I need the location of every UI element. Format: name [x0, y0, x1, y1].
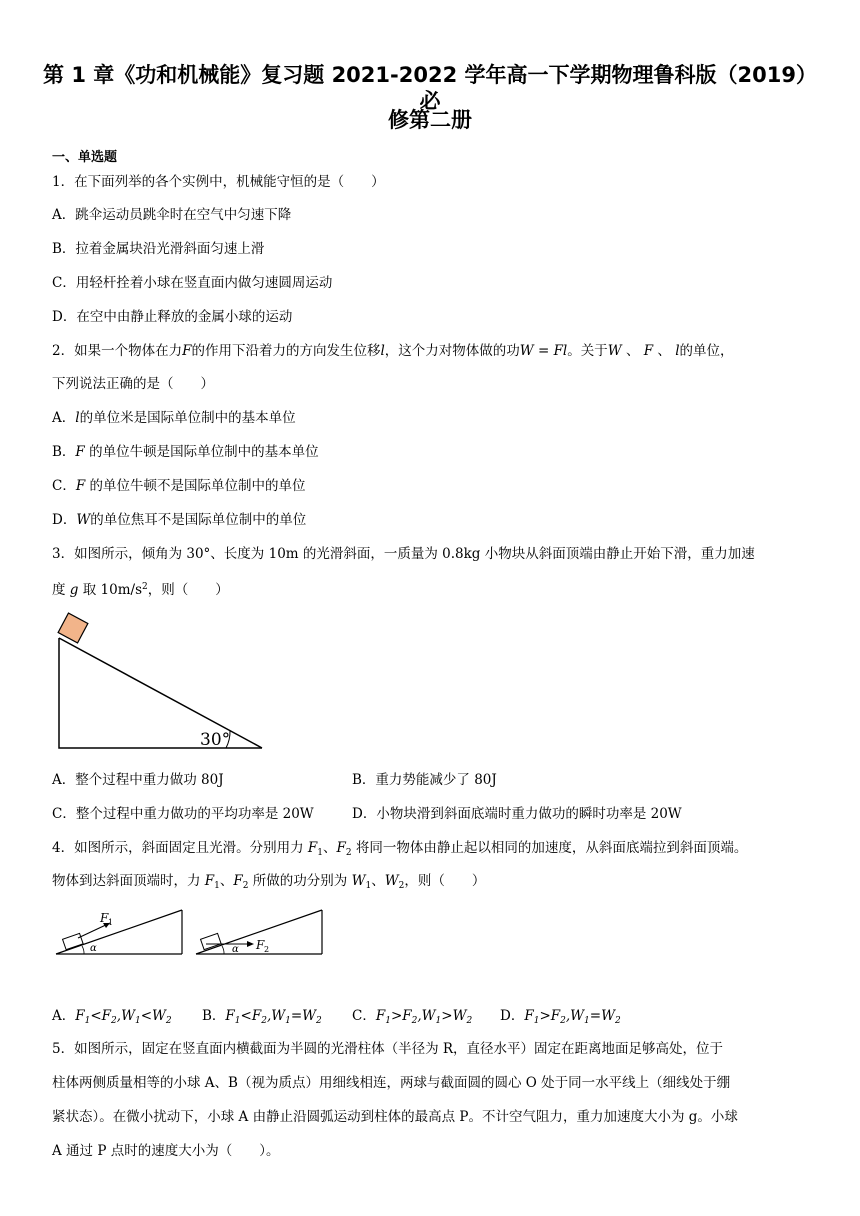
q3-stem-line-1: 3．如图所示，倾角为 30°、长度为 10m 的光滑斜面，一质量为 0.8kg 小物块从斜面顶端由静止开始下滑，重力加速 — [52, 546, 755, 562]
section-heading: 一、单选题 — [52, 150, 118, 165]
incline-slope — [59, 638, 262, 748]
q4-option-c: C．$F_1>F_2,W_1>W_2$ — [352, 1008, 473, 1026]
block-on-incline — [58, 613, 88, 643]
q1-option-c: C．用轻杆拴着小球在竖直面内做匀速圆周运动 — [52, 275, 333, 291]
q3-option-a: A．整个过程中重力做功 80J — [52, 772, 224, 788]
q5-line-1: 5．如图所示，固定在竖直面内横截面为半圆的光滑柱体（半径为 R，直径水平）固定在距离地面足够高处，位于 — [52, 1041, 724, 1057]
svg-text:F: F — [100, 911, 109, 925]
svg-text:1: 1 — [108, 918, 114, 927]
q2-option-b: B．F 的单位牛顿是国际单位制中的基本单位 — [52, 444, 319, 460]
q5-line-4: A 通过 P 点时的速度大小为（ ）。 — [52, 1143, 280, 1159]
q2-stem-line-2: 下列说法正确的是（ ） — [52, 376, 214, 392]
block-f2 — [201, 933, 222, 949]
q4-option-a: A．$F_1<F_2,W_1<W_2$ — [52, 1008, 172, 1026]
incline-diagram — [56, 612, 268, 752]
page-title-line-2: 修第二册 — [388, 108, 472, 132]
q5-line-3: 紧状态）。在微小扰动下，小球 A 由静止沿圆弧运动到柱体的最高点 P。不计空气阻力，重力加速度大小为 g。小球 — [52, 1109, 738, 1125]
q2-stem-line-1: 2．如果一个物体在力F的作用下沿着力的方向发生位移l，这个力对物体做的功W = Fl。关于W 、 F 、 l的单位， — [52, 343, 734, 359]
q1-option-d: D．在空中由静止释放的金属小球的运动 — [52, 309, 293, 325]
incline-diagram-f2 — [194, 906, 324, 956]
page-title-line-1: 第 1 章《功和机械能》复习题 2021-2022 学年高一下学期物理鲁科版（2019）必 — [43, 63, 817, 113]
svg-text:2: 2 — [264, 945, 270, 954]
q1-option-b: B．拉着金属块沿光滑斜面匀速上滑 — [52, 241, 265, 257]
q2-option-c: C．F 的单位牛顿不是国际单位制中的单位 — [52, 478, 306, 494]
q4-option-b: B．$F_1<F_2,W_1=W_2$ — [202, 1008, 322, 1026]
q2-option-a: A．l的单位米是国际单位制中的基本单位 — [52, 410, 296, 426]
q4-stem-line-1: 4．如图所示，斜面固定且光滑。分别用力 $F_1$、$F_2$ 将同一物体由静止起以相同的加速度，从斜面底端拉到斜面顶端。 — [52, 840, 748, 858]
block-f1 — [63, 933, 84, 949]
q4-stem-line-2: 物体到达斜面顶端时，力 $F_1$、$F_2$ 所做的功分别为 $W_1$、$W_2$，则（ ） — [52, 873, 486, 891]
q3-option-b: B．重力势能减少了 80J — [352, 772, 497, 788]
q1-option-a: A．跳伞运动员跳伞时在空气中匀速下降 — [52, 207, 292, 223]
q3-option-d: D．小物块滑到斜面底端时重力做功的瞬时功率是 20W — [352, 806, 682, 822]
q4-option-d: D．$F_1>F_2,W_1=W_2$ — [500, 1008, 621, 1026]
q1-stem: 1．在下面列举的各个实例中，机械能守恒的是（ ） — [52, 174, 385, 190]
incline-diagram-f1 — [54, 906, 184, 956]
q2-option-d: D．W的单位焦耳不是国际单位制中的单位 — [52, 512, 307, 528]
angle-label: 30° — [200, 730, 231, 750]
q3-stem-line-2: 度 g 取 $10m/s^2$，则（ ） — [52, 582, 229, 598]
svg-text:α: α — [90, 943, 97, 954]
q3-option-c: C．整个过程中重力做功的平均功率是 20W — [52, 806, 314, 822]
svg-text:α: α — [232, 944, 239, 955]
q5-line-2: 柱体两侧质量相等的小球 A、B（视为质点）用细线相连，两球与截面圆的圆心 O 处于同一水平线上（细线处于绷 — [52, 1075, 731, 1091]
svg-text:F: F — [256, 938, 265, 952]
